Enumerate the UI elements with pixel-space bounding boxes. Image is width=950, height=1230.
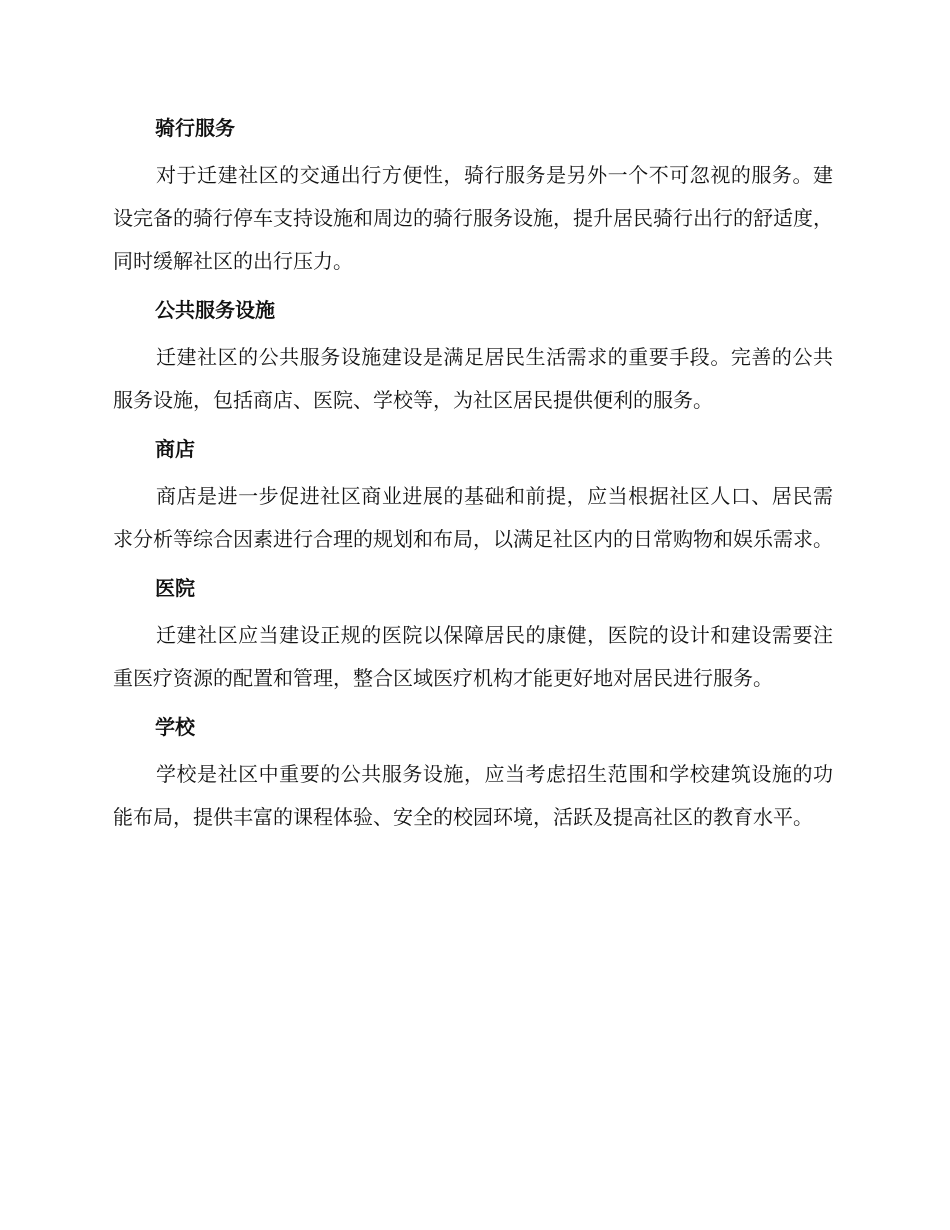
section-body-school: 学校是社区中重要的公共服务设施，应当考虑招生范围和学校建筑设施的功能布局，提供丰富的课程体验、安全的校园环境，活跃及提高社区的教育水平。 [113, 762, 833, 829]
section-title-cycling: 骑行服务 [155, 116, 235, 140]
section-title-hospital: 医院 [155, 576, 195, 600]
section-body-shops: 商店是进一步促进社区商业进展的基础和前提，应当根据社区人口、居民需求分析等综合因素进行合理的规划和布局，以满足社区内的日常购物和娱乐需求。 [113, 484, 833, 551]
section-title-school: 学校 [155, 715, 195, 739]
document-content [113, 108, 833, 846]
section-body-hospital: 迁建社区应当建设正规的医院以保障居民的康健，医院的设计和建设需要注重医疗资源的配置和管理，整合区域医疗机构才能更好地对居民进行服务。 [113, 623, 833, 690]
section-title-public-facilities: 公共服务设施 [155, 298, 275, 322]
section-body-public-facilities: 迁建社区的公共服务设施建设是满足居民生活需求的重要手段。完善的公共服务设施，包括商店、医院、学校等，为社区居民提供便利的服务。 [113, 345, 833, 412]
section-title-shops: 商店 [155, 437, 195, 461]
section-body-cycling: 对于迁建社区的交通出行方便性，骑行服务是另外一个不可忽视的服务。建设完备的骑行停车支持设施和周边的骑行服务设施，提升居民骑行出行的舒适度，同时缓解社区的出行压力。 [113, 163, 833, 273]
